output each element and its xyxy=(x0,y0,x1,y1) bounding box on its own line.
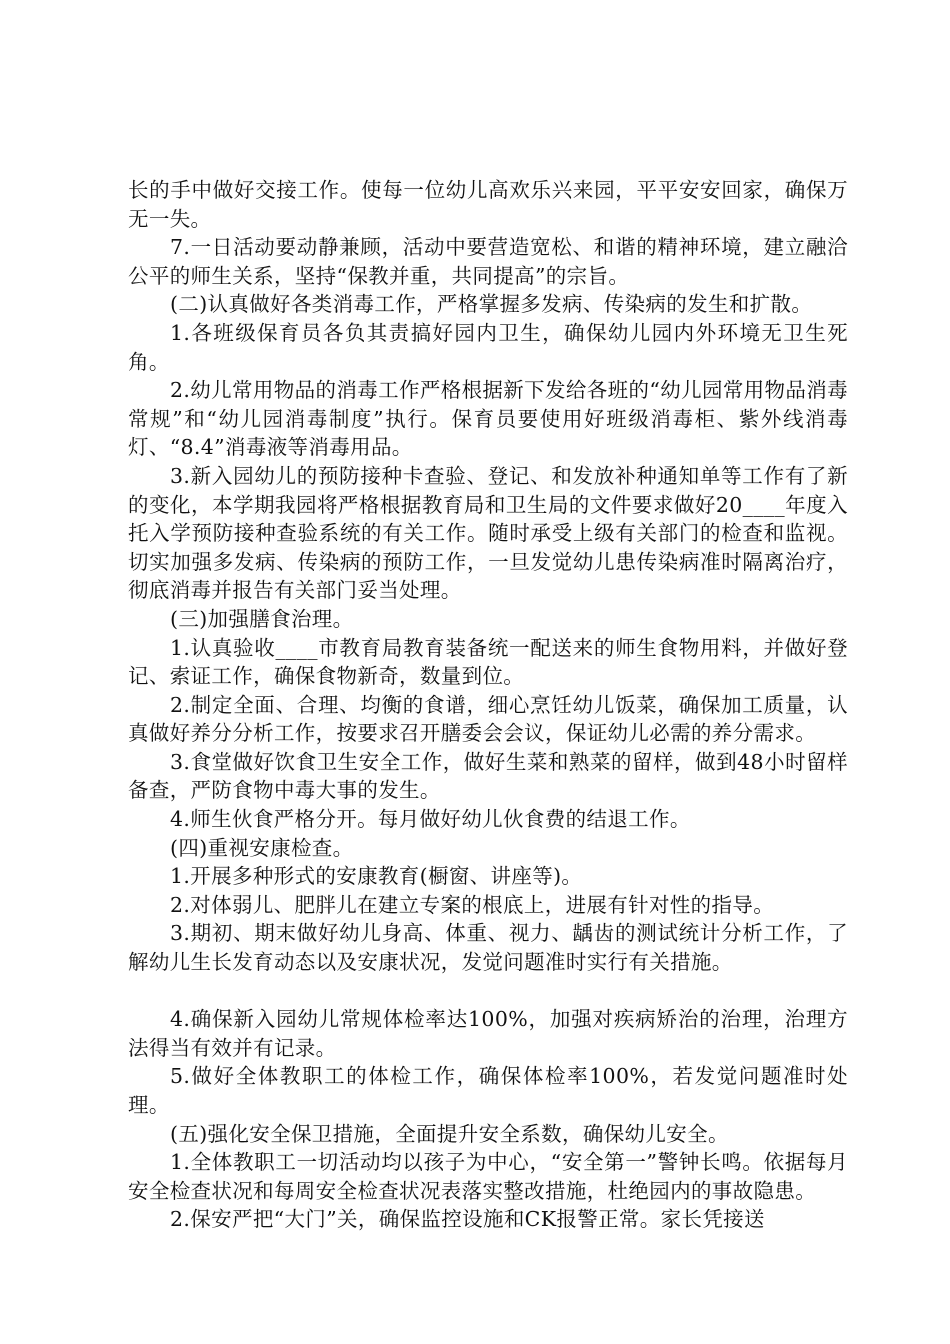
paragraph: (四)重视安康检查。 xyxy=(170,835,354,860)
paragraph: 1.全体教职工一切活动均以孩子为中心，“安全第一”警钟长鸣。依据每月安全检查状况和每周安全检查状况表落实整改措施，杜绝园内的事故隐患。 xyxy=(128,1150,848,1203)
paragraph: 2.对体弱儿、肥胖儿在建立专案的根底上，进展有针对性的指导。 xyxy=(170,892,775,917)
paragraph: (五)强化安全保卫措施，全面提升安全系数，确保幼儿安全。 xyxy=(170,1121,729,1146)
paragraph: 4.师生伙食严格分开。每月做好幼儿伙食费的结退工作。 xyxy=(170,807,691,832)
paragraph: 3.食堂做好饮食卫生安全工作，做好生菜和熟菜的留样，做到48小时留样备查，严防食物中毒大事的发生。 xyxy=(128,749,848,803)
paragraph: 4.确保新入园幼儿常规体检率达100%，加强对疾病矫治的治理，治理方法得当有效并有记录。 xyxy=(128,1007,848,1060)
paragraph: 长的手中做好交接工作。使每一位幼儿高欢乐兴来园，平平安安回家，确保万无一失。 xyxy=(128,178,848,231)
paragraph: (三)加强膳食治理。 xyxy=(170,606,354,631)
paragraph: 1.各班级保育员各负其责搞好园内卫生，确保幼儿园内外环境无卫生死角。 xyxy=(128,320,848,374)
paragraph: 1.开展多种形式的安康教育(橱窗、讲座等)。 xyxy=(170,864,583,889)
blank-line xyxy=(128,977,848,1006)
paragraph: 1.认真验收____市教育局教育装备统一配送来的师生食物用料，并做好登记、索证工作，确保食物新奇，数量到位。 xyxy=(128,635,848,689)
paragraph: 5.做好全体教职工的体检工作，确保体检率100%，若发觉问题准时处理。 xyxy=(128,1064,848,1117)
document-body xyxy=(128,176,848,1234)
paragraph: 2.保安严把“大门”关，确保监控设施和CK报警正常。家长凭接送 xyxy=(170,1207,765,1232)
paragraph: 3.新入园幼儿的预防接种卡查验、登记、和发放补种通知单等工作有了新的变化，本学期我园将严格根据教育局和卫生局的文件要求做好20____年度入托入学预防接种查验系统的有关工作。随时承受上级有关部门的检查和监视。切实加强多发病、传染病的预防工作，一旦发觉幼儿患传染病准时隔离治疗，彻底消毒并报告有关部门妥当处理。 xyxy=(128,463,848,603)
paragraph: 7.一日活动要动静兼顾，活动中要营造宽松、和谐的精神环境，建立融洽公平的师生关系，坚持“保教并重，共同提高”的宗旨。 xyxy=(128,235,848,288)
paragraph: 2.幼儿常用物品的消毒工作严格根据新下发给各班的“幼儿园常用物品消毒常规”和“幼儿园消毒制度”执行。保育员要使用好班级消毒柜、紫外线消毒灯、“8.4”消毒液等消毒用品。 xyxy=(128,378,848,460)
paragraph: 3.期初、期末做好幼儿身高、体重、视力、龋齿的测试统计分析工作，了解幼儿生长发育动态以及安康状况，发觉问题准时实行有关措施。 xyxy=(128,921,848,975)
paragraph: (二)认真做好各类消毒工作，严格掌握多发病、传染病的发生和扩散。 xyxy=(170,292,813,317)
paragraph: 2.制定全面、合理、均衡的食谱，细心烹饪幼儿饭菜，确保加工质量，认真做好养分分析工作，按要求召开膳委会会议，保证幼儿必需的养分需求。 xyxy=(128,692,848,746)
